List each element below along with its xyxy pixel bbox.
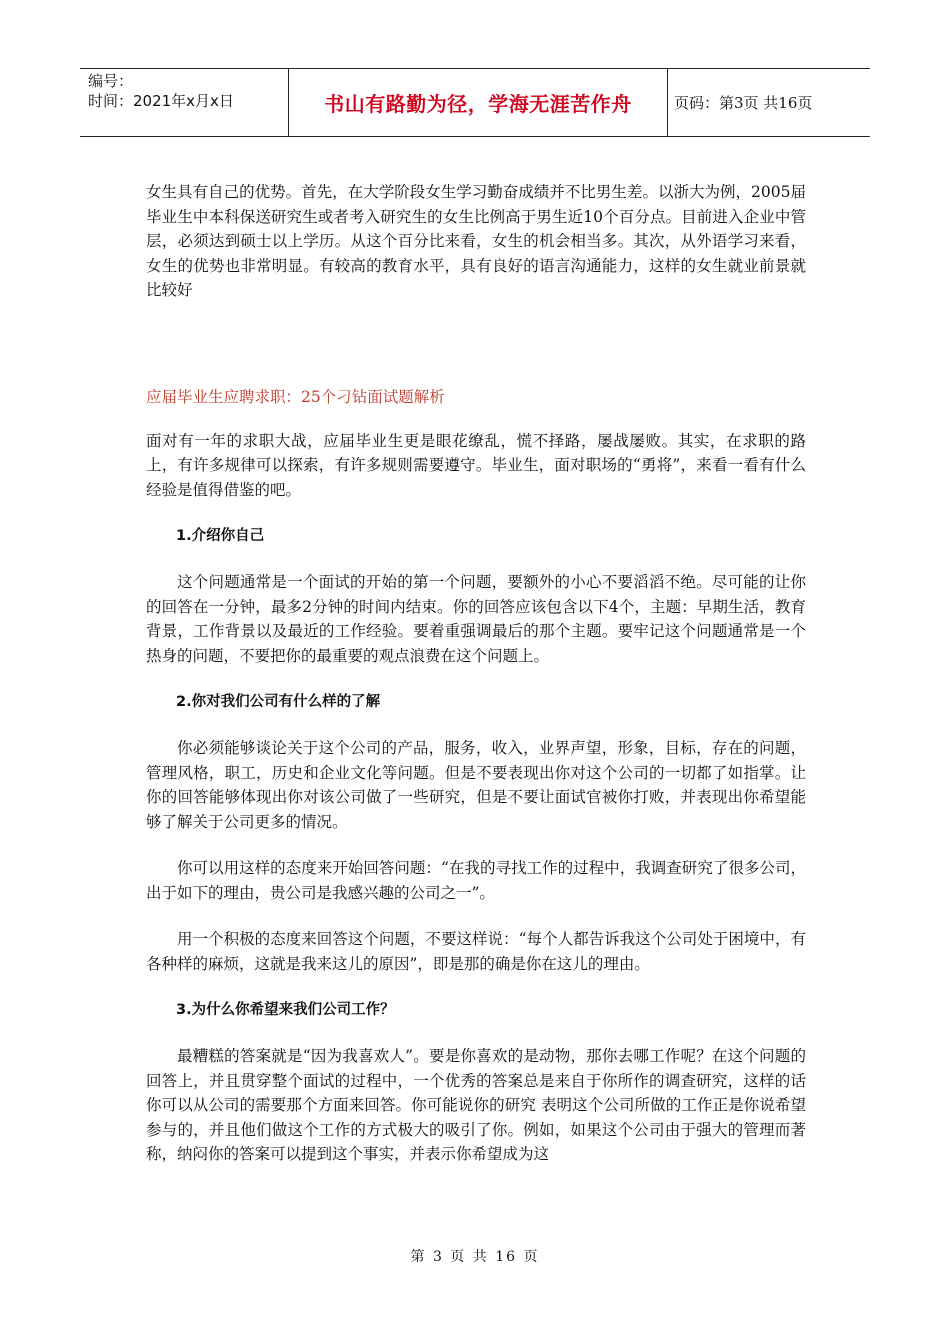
intro-paragraph: 女生具有自己的优势。首先，在大学阶段女生学习勤奋成绩并不比男生差。以浙大为例，2005届毕业生中本科保送研究生或者考入研究生的女生比例高于男生近10个百分点。目前进入企业中管层，必须达到硕士以上学历。从这个百分比来看，女生的机会相当多。其次，从外语学习来看，女生的优势也非常明显。有较高的教育水平，具有良好的语言沟通能力，这样的女生就业前景就比较好	[146, 183, 806, 299]
section-2-paragraph-3: 用一个积极的态度来回答这个问题，不要这样说：“每个人都告诉我这个公司处于困境中，有各种样的麻烦，这就是我来这儿的原因”，即是那的确是你在这儿的理由。	[146, 930, 806, 973]
section-2-paragraph-2: 你可以用这样的态度来开始回答问题：“在我的寻找工作的过程中，我调查研究了很多公司，出于如下的理由，贵公司是我感兴趣的公司之一”。	[146, 859, 806, 902]
document-body	[146, 180, 806, 1167]
page-header	[80, 68, 870, 137]
header-page-label: 页码：第3页 共16页	[674, 94, 813, 112]
article-intro: 面对有一年的求职大战，应届毕业生更是眼花缭乱，慌不择路，屡战屡败。其实，在求职的路上，有许多规律可以探索，有许多规则需要遵守。毕业生，面对职场的“勇将”，来看一看有什么经验是值得借鉴的吧。	[146, 431, 806, 499]
date-label: 时间：2021年x月x日	[88, 92, 234, 110]
section-2-paragraph-1: 你必须能够谈论关于这个公司的产品，服务，收入，业界声望，形象，目标，存在的问题，管理风格，职工，历史和企业文化等问题。但是不要表现出你对这个公司的一切都了如指掌。让你的回答能够体现出你对该公司做了一些研究，但是不要让面试官被你打败，并表现出你希望能够了解关于公司更多的情况。	[146, 739, 806, 831]
section-1-paragraph-1: 这个问题通常是一个面试的开始的第一个问题，要额外的小心不要滔滔不绝。尽可能的让你的回答在一分钟，最多2分钟的时间内结束。你的回答应该包含以下4个，主题：早期生活，教育背景，工作背景以及最近的工作经验。要着重强调最后的那个主题。要牢记这个问题通常是一个热身的问题，不要把你的最重要的观点浪费在这个问题上。	[146, 573, 806, 665]
section-3-paragraph-1: 最糟糕的答案就是“因为我喜欢人”。要是你喜欢的是动物，那你去哪工作呢？在这个问题的回答上，并且贯穿整个面试的过程中，一个优秀的答案总是来自于你所作的调查研究，这样的话你可以从公司的需要那个方面来回答。你可能说你的研究 表明这个公司所做的工作正是你说希望参与的，并且他们做这个工作的方式极大的吸引了你。例如，如果这个公司由于强大的管理而著称，纳闷你的答案可以提到这个事实，并表示你希望成为这	[146, 1047, 806, 1163]
page-footer: 第 3 页 共 16 页	[410, 1249, 540, 1265]
section-heading-3: 3.为什么你希望来我们公司工作？	[176, 1002, 395, 1018]
header-motto: 书山有路勤为径，学海无涯苦作舟	[289, 69, 668, 136]
article-title: 应届毕业生应聘求职：25个刁钻面试题解析	[146, 387, 445, 406]
section-heading-1: 1.介绍你自己	[176, 528, 265, 544]
section-heading-2: 2.你对我们公司有什么样的了解	[176, 694, 381, 710]
number-label: 编号：	[88, 72, 134, 90]
header-meta	[80, 69, 289, 136]
